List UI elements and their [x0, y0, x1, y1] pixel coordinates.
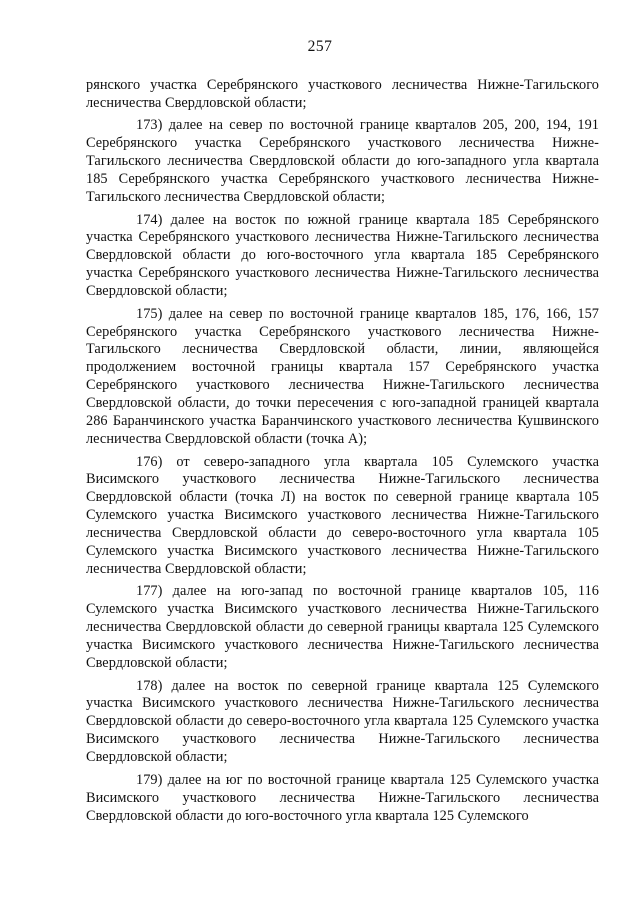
paragraph-item-173: 173) далее на север по восточной границе кварталов 205, 200, 194, 191 Серебрянского участка Серебрянского участкового лесничества Нижне-Тагильского лесничества Свердловской области до юго-западного угла квартала 185 Серебрянского участка Серебрянского участкового лесничества Нижне-Тагильского лесничества Свердловской области; — [86, 117, 599, 206]
document-body — [86, 77, 599, 830]
paragraph-item-175: 175) далее на север по восточной границе кварталов 185, 176, 166, 157 Серебрянского участка Серебрянского участкового лесничества Нижне-Тагильского лесничества Свердловской области, линии, являющейся продолжением восточной границы квартала 157 Серебрянского участка Серебрянского участкового лесничества Нижне-Тагильского лесничества Свердловской области, до точки пересечения с юго-западной границей квартала 286 Баранчинского участка Баранчинского участкового лесничества Кушвинского лесничества Свердловской области (точка А); — [86, 305, 599, 447]
paragraph-item-179: 179) далее на юг по восточной границе квартала 125 Сулемского участка Висимского участкового лесничества Нижне-Тагильского лесничества Свердловской области до юго-восточного угла квартала 125 Сулемского — [86, 771, 599, 824]
paragraph-item-174: 174) далее на восток по южной границе квартала 185 Серебрянского участка Серебрянского участкового лесничества Нижне-Тагильского лесничества Свердловской области до юго-восточного угла квартала 185 Серебрянского участка Серебрянского участкового лесничества Нижне-Тагильского лесничества Свердловской области; — [86, 211, 599, 300]
paragraph-item-178: 178) далее на восток по северной границе квартала 125 Сулемского участка Висимского участкового лесничества Нижне-Тагильского лесничества Свердловской области до северо-восточного угла квартала 125 Сулемского участка Висимского участкового лесничества Нижне-Тагильского лесничества Свердловской области; — [86, 677, 599, 766]
paragraph-continuation: рянского участка Серебрянского участкового лесничества Нижне-Тагильского лесничества Свердловской области; — [86, 77, 599, 111]
page-number: 257 — [307, 38, 333, 55]
paragraph-item-177: 177) далее на юго-запад по восточной границе кварталов 105, 116 Сулемского участка Висимского участкового лесничества Нижне-Тагильского лесничества Свердловской области до северной границы квартала 125 Сулемского участка Висимского участкового лесничества Нижне-Тагильского лесничества Свердловской области; — [86, 583, 599, 672]
paragraph-item-176: 176) от северо-западного угла квартала 105 Сулемского участка Висимского участкового лесничества Нижне-Тагильского лесничества Свердловской области (точка Л) на восток по северной границе квартала 105 Сулемского участка Висимского участкового лесничества Нижне-Тагильского лесничества Свердловской области до северо-восточного угла квартала 105 Сулемского участка Висимского участкового лесничества Нижне-Тагильского лесничества Свердловской области; — [86, 453, 599, 577]
